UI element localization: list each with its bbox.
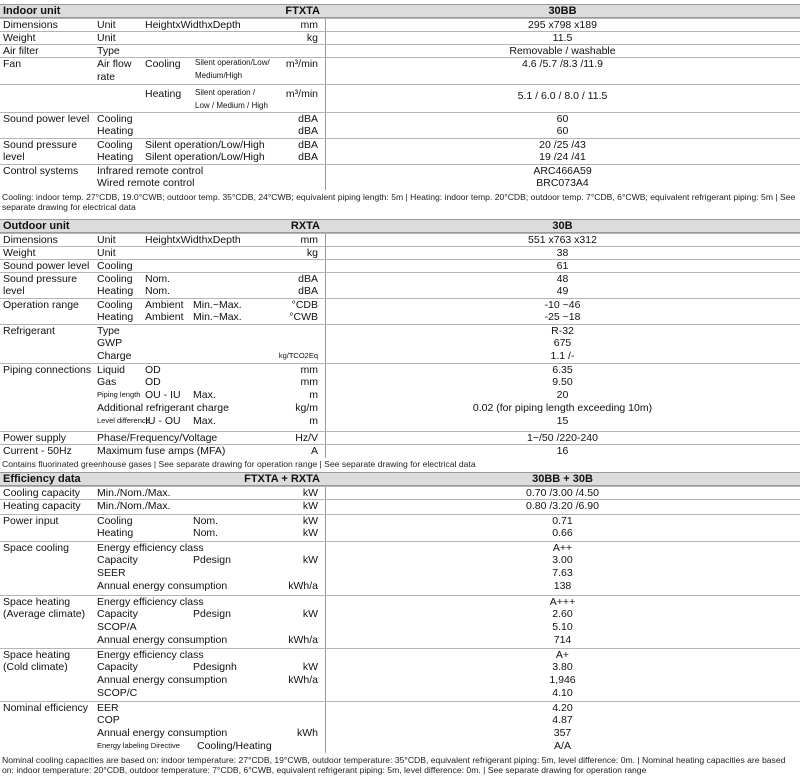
spec-row	[0, 298, 800, 311]
spec-unit: kW	[302, 527, 318, 539]
spec-value: R-32	[551, 325, 574, 337]
spec-detail: OD	[145, 364, 161, 376]
spec-sublabel: Additional refrigerant charge	[97, 402, 229, 414]
spec-unit: kW	[302, 515, 318, 527]
spec-sublabel: Phase/Frequency/Voltage	[97, 432, 218, 444]
model-name: RXTA	[290, 220, 320, 232]
spec-label: Air filter	[3, 45, 39, 57]
spec-unit: kg/m	[295, 402, 318, 414]
spec-detail: Cooling/Heating	[197, 740, 272, 752]
spec-value: A+	[555, 649, 570, 661]
spec-sublabel: Cooling	[97, 113, 133, 125]
spec-sublabel: Energy labeling Directive	[97, 741, 180, 750]
spec-row	[0, 164, 800, 177]
spec-row	[0, 57, 800, 84]
spec-sublabel: Energy efficiency class	[97, 596, 204, 608]
spec-detail: Cooling	[145, 58, 181, 70]
spec-row	[0, 84, 800, 112]
spec-label: level	[3, 151, 25, 163]
spec-detail: Silent operation/Low/High	[145, 139, 265, 151]
spec-label: Refrigerant	[3, 325, 55, 337]
spec-label: Sound power level	[3, 113, 90, 125]
spec-value: 3.80	[552, 661, 573, 673]
spec-label: (Average climate)	[3, 608, 86, 620]
spec-value: -25 ~18	[544, 311, 581, 323]
spec-unit: A	[310, 445, 318, 457]
spec-row	[0, 285, 800, 298]
spec-value: 6.35	[552, 364, 573, 376]
spec-value: 19 /24 /41	[539, 151, 586, 163]
spec-unit: m³/min	[285, 58, 318, 70]
spec-row	[0, 514, 800, 527]
spec-value: 5.10	[552, 621, 573, 633]
spec-label: Weight	[3, 247, 36, 259]
spec-row	[0, 272, 800, 285]
spec-sublabel: Capacity	[97, 661, 138, 673]
spec-detail: Silent operation/Low/	[195, 58, 270, 67]
spec-sublabel: Cooling	[97, 260, 133, 272]
spec-sublabel: Liquid	[97, 364, 126, 376]
spec-unit: m³/min	[285, 88, 318, 100]
spec-unit: kW	[302, 661, 318, 673]
spec-sublabel: Wired remote control	[97, 177, 195, 189]
spec-label: Control systems	[3, 165, 79, 177]
spec-label: Space cooling	[3, 542, 69, 554]
spec-row	[0, 634, 800, 647]
spec-detail: Nom.	[145, 273, 171, 285]
spec-label: Operation range	[3, 299, 79, 311]
spec-unit: kW	[302, 487, 318, 499]
spec-sublabel: Annual energy consumption	[97, 634, 228, 646]
spec-value: 7.63	[552, 567, 573, 579]
spec-value: 11.5	[552, 32, 573, 44]
spec-row	[0, 674, 800, 687]
spec-label: Weight	[3, 32, 36, 44]
spec-value: 49	[556, 285, 569, 297]
spec-sublabel: Min./Nom./Max.	[97, 500, 171, 512]
spec-sublabel: COP	[97, 714, 120, 726]
spec-value: 0.66	[552, 527, 573, 539]
spec-sublabel: Cooling	[97, 139, 133, 151]
spec-sublabel: Energy efficiency class	[97, 649, 204, 661]
spec-row	[0, 740, 800, 753]
spec-row	[0, 31, 800, 44]
spec-row	[0, 246, 800, 259]
spec-unit: dBA	[298, 139, 318, 151]
spec-row	[0, 687, 800, 700]
spec-label: Power input	[3, 515, 59, 527]
spec-value: 0.71	[552, 515, 573, 527]
spec-sublabel: Unit	[97, 247, 116, 259]
spec-value: BRC073A4	[536, 177, 589, 189]
spec-row	[0, 727, 800, 740]
spec-detail: Nom.	[193, 515, 219, 527]
spec-unit: mm	[300, 19, 318, 31]
spec-value: 16	[556, 445, 569, 457]
spec-row	[0, 444, 800, 457]
spec-value: 0.70 /3.00 /4.50	[526, 487, 599, 499]
spec-row	[0, 580, 800, 593]
spec-detail: IU - OU	[145, 415, 181, 427]
spec-value: A/A	[554, 740, 571, 752]
spec-label: Space heating	[3, 596, 71, 608]
spec-unit: dBA	[298, 113, 318, 125]
spec-label: Heating capacity	[3, 500, 81, 512]
spec-unit: dBA	[298, 285, 318, 297]
spec-value: 138	[553, 580, 572, 592]
spec-row	[0, 402, 800, 415]
spec-sublabel: Charge	[97, 350, 132, 362]
spec-detail: Silent operation /	[195, 88, 256, 97]
spec-sublabel: Piping length	[97, 390, 141, 399]
spec-unit: kWh	[297, 727, 318, 739]
spec-value: 4.87	[552, 714, 573, 726]
spec-value: 4.10	[552, 687, 573, 699]
spec-unit: mm	[300, 364, 318, 376]
spec-detail: Ambient	[145, 311, 184, 323]
spec-value: 2.60	[552, 608, 573, 620]
model-name: FTXTA + RXTA	[244, 473, 320, 485]
spec-value: 5.1 / 6.0 / 8.0 / 11.5	[517, 90, 608, 102]
spec-row	[0, 259, 800, 272]
spec-sublabel: Infrared remote control	[97, 165, 204, 177]
spec-value: 1~/50 /220-240	[527, 432, 598, 444]
spec-unit: dBA	[298, 273, 318, 285]
model-column: 30BB + 30B	[532, 473, 593, 485]
spec-row	[0, 233, 800, 246]
spec-sublabel: Gas	[97, 376, 117, 388]
spec-value: A+++	[549, 596, 576, 608]
spec-detail: Nom.	[145, 285, 171, 297]
spec-row	[0, 714, 800, 727]
spec-row	[0, 177, 800, 190]
spec-sublabel: Type	[97, 45, 120, 57]
spec-value: 61	[556, 260, 569, 272]
spec-detail: Min.~Max.	[193, 311, 242, 323]
indoor-header	[0, 4, 800, 18]
spec-label: Dimensions	[3, 234, 58, 246]
spec-value: 4.6 /5.7 /8.3 /11.9	[522, 58, 603, 70]
spec-row	[0, 486, 800, 499]
spec-detail: Silent operation/Low/High	[145, 151, 265, 163]
spec-sublabel: Cooling	[97, 515, 133, 527]
spec-value: 3.00	[552, 554, 573, 566]
spec-label: Sound pressure	[3, 139, 78, 151]
spec-sublabel: Level difference	[97, 416, 150, 425]
spec-detail: Pdesign	[193, 554, 231, 566]
spec-value: 0.02 (for piping length exceeding 10m)	[472, 402, 653, 414]
spec-unit: kg	[306, 247, 318, 259]
spec-detail: HeightxWidthxDepth	[145, 19, 241, 31]
spec-sublabel: Annual energy consumption	[97, 580, 228, 592]
model-name: FTXTA	[285, 5, 320, 17]
section-title: Efficiency data	[3, 473, 81, 485]
spec-label: (Cold climate)	[3, 661, 68, 673]
spec-value: 15	[556, 415, 569, 427]
spec-value: 357	[553, 727, 572, 739]
spec-row	[0, 661, 800, 674]
spec-detail: Ambient	[145, 299, 184, 311]
spec-sublabel: SCOP/C	[97, 687, 138, 699]
section-title: Outdoor unit	[3, 220, 70, 232]
spec-detail: Low / Medium / High	[195, 101, 268, 110]
spec-detail: Medium/High	[195, 71, 243, 80]
spec-value: 675	[553, 337, 572, 349]
spec-unit: kW	[302, 554, 318, 566]
spec-value: 0.80 /3.20 /6.90	[526, 500, 599, 512]
spec-unit: °CDB	[291, 299, 318, 311]
spec-sublabel: Heating	[97, 527, 134, 539]
spec-sublabel: Capacity	[97, 608, 138, 620]
spec-sublabel: Energy efficiency class	[97, 542, 204, 554]
spec-row	[0, 337, 800, 350]
spec-row	[0, 608, 800, 621]
spec-unit: m	[309, 389, 318, 401]
spec-row	[0, 499, 800, 512]
spec-value: 1,946	[549, 674, 576, 686]
spec-value: 20	[556, 389, 569, 401]
spec-detail: Pdesign	[193, 608, 231, 620]
spec-label: Sound pressure	[3, 273, 78, 285]
spec-sublabel: Unit	[97, 19, 116, 31]
spec-value: 60	[556, 125, 569, 137]
spec-row	[0, 324, 800, 337]
spec-value: -10 ~46	[544, 299, 581, 311]
spec-value: ARC466A59	[533, 165, 592, 177]
spec-row	[0, 541, 800, 554]
spec-unit: kg	[306, 32, 318, 44]
section-title: Indoor unit	[3, 5, 61, 17]
spec-unit: mm	[300, 234, 318, 246]
spec-value: 20 /25 /43	[539, 139, 586, 151]
indoor-footnote: Cooling: indoor temp. 27°CDB, 19.0°CWB; outdoor temp. 35°CDB, 24°CWB; equivalent piping length: 5m | Heating: indoor temp. 20°CDB; outdoor temp. 7°CDB, 6°CWB; equivalent refrigerant piping: 5m | See separate drawing for electrical data	[0, 192, 800, 216]
spec-sublabel: Air flow	[97, 58, 132, 70]
spec-row	[0, 18, 800, 31]
spec-sublabel: Heating	[97, 151, 134, 163]
spec-row	[0, 527, 800, 540]
spec-unit: Hz/V	[295, 432, 318, 444]
spec-sublabel: Capacity	[97, 554, 138, 566]
spec-sublabel: Unit	[97, 234, 116, 246]
spec-row	[0, 701, 800, 714]
efficiency-footnote: Nominal cooling capacities are based on: indoor temperature: 27°CDB, 19°CWB, outdoor temperature: 35°CDB, equivalent refrigerant piping: 5m, level difference: 0m. | Nominal heating capacities are based on: indoor temperature: 20°CDB, outdoor temperature: 7°CDB, 6°CWB, equivalent refrigerant piping: 5m, level difference: 0m. | See separate drawing for operation range	[0, 755, 800, 779]
spec-value: 38	[556, 247, 569, 259]
spec-row	[0, 376, 800, 389]
spec-unit: kW	[302, 500, 318, 512]
spec-label: Space heating	[3, 649, 71, 661]
spec-row	[0, 621, 800, 634]
spec-sublabel: GWP	[97, 337, 123, 349]
spec-sublabel: Heating	[97, 285, 134, 297]
spec-sublabel: Cooling	[97, 273, 133, 285]
spec-sublabel: Unit	[97, 32, 116, 44]
spec-value: A++	[552, 542, 573, 554]
spec-sublabel: Annual energy consumption	[97, 727, 228, 739]
spec-row	[0, 350, 800, 363]
spec-row	[0, 415, 800, 428]
spec-label: Nominal efficiency	[3, 702, 89, 714]
spec-row	[0, 567, 800, 580]
spec-row	[0, 595, 800, 608]
spec-row	[0, 138, 800, 151]
model-column: 30B	[552, 220, 573, 232]
spec-value: 4.20	[552, 702, 573, 714]
spec-row	[0, 311, 800, 324]
spec-unit: °CWB	[289, 311, 318, 323]
spec-detail: Pdesignh	[193, 661, 237, 673]
spec-row	[0, 151, 800, 164]
spec-value: 1.1 /-	[550, 350, 575, 362]
spec-unit: mm	[300, 376, 318, 388]
spec-row	[0, 125, 800, 138]
spec-sublabel: Heating	[97, 311, 134, 323]
spec-label: Sound power level	[3, 260, 90, 272]
spec-detail: HeightxWidthxDepth	[145, 234, 241, 246]
spec-unit: kg/TCO2Eq	[278, 351, 318, 360]
spec-sublabel: Annual energy consumption	[97, 674, 228, 686]
spec-unit: kWh/a	[288, 580, 318, 592]
spec-sublabel: SEER	[97, 567, 126, 579]
efficiency-header	[0, 472, 800, 486]
spec-detail: OD	[145, 376, 161, 388]
spec-sublabel: SCOP/A	[97, 621, 137, 633]
spec-detail: Heating	[145, 88, 182, 100]
spec-sublabel: rate	[97, 71, 116, 83]
spec-row	[0, 44, 800, 57]
spec-label: Fan	[3, 58, 22, 70]
spec-row	[0, 389, 800, 402]
spec-label: Current - 50Hz	[3, 445, 72, 457]
outdoor-header	[0, 219, 800, 233]
spec-unit: dBA	[298, 151, 318, 163]
spec-label: Piping connections	[3, 364, 92, 376]
spec-value: 295 x798 x189	[528, 19, 597, 31]
spec-detail: OU - IU	[145, 389, 181, 401]
spec-unit: dBA	[298, 125, 318, 137]
spec-label: level	[3, 285, 25, 297]
spec-detail: Max.	[193, 415, 216, 427]
spec-value: Removable / washable	[509, 45, 616, 57]
spec-sublabel: EER	[97, 702, 119, 714]
spec-value: 48	[556, 273, 569, 285]
spec-value: 714	[553, 634, 572, 646]
spec-row	[0, 363, 800, 376]
spec-label: Cooling capacity	[3, 487, 81, 499]
spec-value: 9.50	[552, 376, 573, 388]
spec-label: Power supply	[3, 432, 67, 444]
spec-value: 551 x763 x312	[528, 234, 597, 246]
spec-value: 60	[556, 113, 569, 125]
spec-unit: kWh/a	[288, 674, 318, 686]
spec-row	[0, 112, 800, 125]
spec-detail: Max.	[193, 389, 216, 401]
spec-detail: Nom.	[193, 527, 219, 539]
spec-unit: m	[309, 415, 318, 427]
spec-row	[0, 431, 800, 444]
outdoor-footnote: Contains fluorinated greenhouse gases | See separate drawing for operation range | See separate drawing for electrical data	[0, 459, 800, 470]
spec-sublabel: Maximum fuse amps (MFA)	[97, 445, 226, 457]
spec-sublabel: Type	[97, 325, 120, 337]
spec-detail: Min.~Max.	[193, 299, 242, 311]
spec-row	[0, 648, 800, 661]
spec-sublabel: Heating	[97, 125, 134, 137]
spec-sublabel: Cooling	[97, 299, 133, 311]
model-column: 30BB	[548, 5, 577, 17]
spec-row	[0, 554, 800, 567]
spec-label: Dimensions	[3, 19, 58, 31]
spec-sublabel: Min./Nom./Max.	[97, 487, 171, 499]
spec-unit: kW	[302, 608, 318, 620]
spec-unit: kWh/a	[288, 634, 318, 646]
